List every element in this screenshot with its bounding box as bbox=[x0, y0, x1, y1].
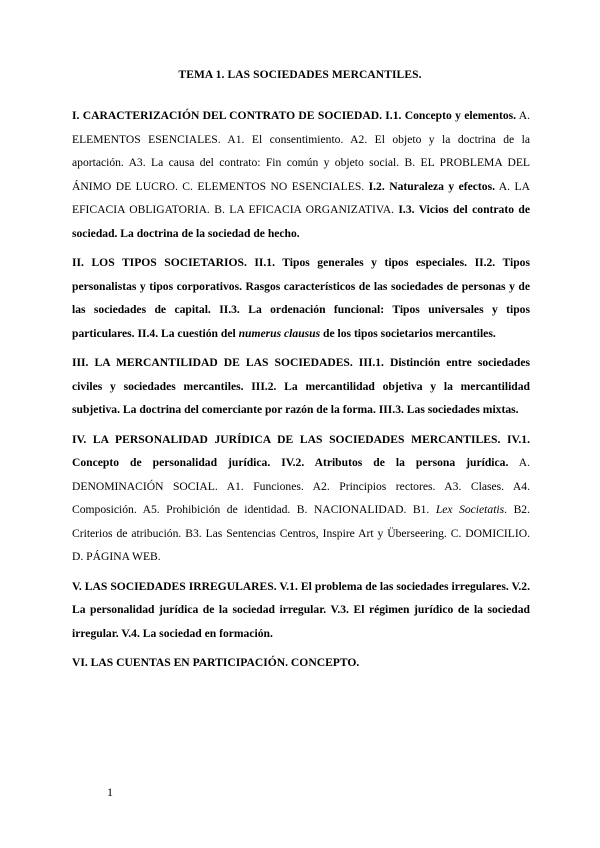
section-ii bbox=[72, 251, 530, 345]
section-iii bbox=[72, 351, 530, 422]
section-italic-term: Lex Societatis bbox=[435, 503, 505, 516]
document-title: TEMA 1. LAS SOCIEDADES MERCANTILES. bbox=[178, 69, 422, 81]
section-heading: de los tipos societarios mercantiles. bbox=[320, 326, 496, 340]
document-body bbox=[72, 104, 530, 681]
section-vi bbox=[72, 651, 530, 675]
section-italic-term: numerus clausus bbox=[238, 326, 321, 340]
section-subheading: I.2. Naturaleza y efectos. bbox=[368, 179, 495, 193]
section-heading: I. CARACTERIZACIÓN DEL CONTRATO DE SOCIEDAD. I.1. Concepto y elementos. bbox=[72, 109, 517, 122]
section-subheading: I.3. Vicios del contrato de sociedad. La doctrina de la sociedad de hecho. bbox=[72, 203, 530, 240]
section-text: A. ELEMENTOS ESENCIALES. A1. El consentimiento. A2. El objeto y la doctrina de la aportación. A3. La causa del contrato: Fin común y objeto social. B. EL PROBLEMA DEL ÁNIMO DE LUCRO. C. ELEMENTOS NO ESENCIALES. bbox=[72, 109, 531, 193]
section-i bbox=[72, 104, 530, 245]
section-text: . B2. Criterios de atribución. B3. Las Sentencias Centros, Inspire Art y Überseering. C. DOMICILIO. D. PÁGINA WEB. bbox=[72, 503, 530, 563]
section-text: A. LA EFICACIA OBLIGATORIA. B. LA EFICACIA ORGANIZATIVA. bbox=[72, 179, 530, 216]
section-text: A. DENOMINACIÓN SOCIAL. A1. Funciones. A2. Principios rectores. A3. Clases. A4. Composición. A5. Prohibición de identidad. B. NACIONALIDAD. B1. bbox=[72, 456, 530, 516]
section-heading: VI. LAS CUENTAS EN PARTICIPACIÓN. CONCEPTO. bbox=[72, 656, 360, 669]
section-heading: II. LOS TIPOS SOCIETARIOS. II.1. Tipos generales y tipos especiales. II.2. Tipos personalistas y tipos corporativos. Rasgos característicos de las sociedades de personas y de las sociedades de capital. II.3. La ordenación funcional: Tipos universales y tipos particulares. II.4. La cuestión del bbox=[72, 256, 530, 340]
section-v bbox=[72, 575, 530, 646]
section-heading: III. LA MERCANTILIDAD DE LAS SOCIEDADES. III.1. Distinción entre sociedades civiles y sociedades mercantiles. III.2. La mercantilidad objetiva y la mercantilidad subjetiva. La doctrina del comerciante por razón de la forma. III.3. Las sociedades mixtas. bbox=[72, 356, 530, 416]
section-heading: IV. LA PERSONALIDAD JURÍDICA DE LAS SOCIEDADES MERCANTILES. IV.1. Concepto de personalidad jurídica. IV.2. Atributos de la persona jurídica. bbox=[72, 432, 530, 469]
section-heading: V. LAS SOCIEDADES IRREGULARES. V.1. El problema de las sociedades irregulares. V.2. La personalidad jurídica de la sociedad irregular. V.3. El régimen jurídico de la sociedad irregular. V.4. La sociedad en formación. bbox=[72, 579, 530, 640]
section-iv bbox=[72, 428, 530, 569]
page-number: 1 bbox=[107, 785, 113, 799]
